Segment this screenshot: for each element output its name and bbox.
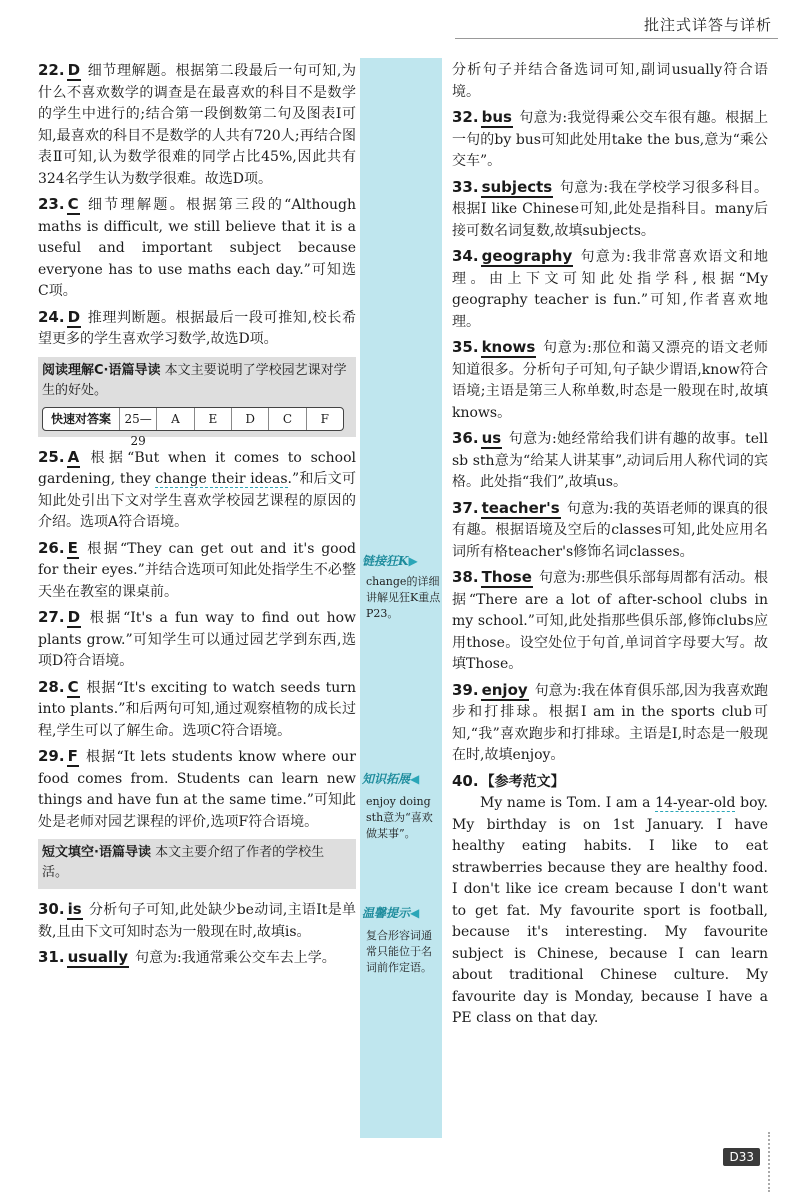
answer-key: is [67,900,82,918]
explanation: 根据“But when it comes to school gardening, they [38,449,356,487]
answer-key: E [67,538,78,557]
answer-38 [452,567,768,676]
note-title-knowledge [362,770,419,787]
answer-key: bus [481,108,512,126]
explanation: 根据“They can get out and it's good for their eyes.”并结合选项可知此处指学生不必整天坐在教室的课桌前。 [38,540,356,600]
explanation: 根据“It lets students know where our food comes from. Students can learn new things and have fun at the same time.”可知此处是老师对园艺课程的评价,选项F符合语境。 [38,749,356,830]
answer-32 [452,107,768,173]
guide-text: 本文主要介绍了作者的学校生活。 [42,845,325,880]
question-number: 29. [38,747,65,765]
essay-text: My name is Tom. I am a [480,795,656,811]
model-essay-label: 【参考范文】 [480,773,565,790]
question-number: 23. [38,195,65,213]
question-number: 24. [38,307,65,326]
highlighted-phrase: change their ideas [155,471,288,487]
question-number: 22. [38,61,65,79]
question-number: 26. [38,538,65,557]
quick-answer-cell: D [232,408,269,430]
answer-key: geography [481,247,573,265]
explanation: 根据“It's exciting to watch seeds turn into plants.”和后两句可知,通过观察植物的成长过程,学生可以了解生命。选项C符合语境。 [38,679,356,739]
quick-answer-range: 25—29 [120,408,157,430]
answer-25 [38,447,356,534]
answer-34 [452,246,768,333]
explanation: 句意为:她经常给我们讲有趣的故事。tell sb sth意为“给某人讲某事”,动词后用人称代词的宾格。此处指“我们”,故填us。 [452,431,768,490]
quick-answer-cell: E [195,408,232,430]
answer-key: us [481,429,502,447]
explanation: 句意为:我通常乘公交车去上学。 [135,950,336,966]
quick-answer-cell: C [269,408,306,430]
note-title-text: 链接狂K [362,554,409,568]
answer-28 [38,677,356,743]
quick-answer-table [42,407,344,448]
answer-key: teacher's [481,498,560,517]
explanation: 推理判断题。根据最后一段可推知,校长希望更多的学生喜欢学习数学,故选D项。 [38,309,356,347]
note-title-text: 温馨提示 [362,906,411,920]
question-number: 31. [38,948,65,966]
question-number: 34. [452,247,479,265]
model-essay [452,793,768,1030]
answer-36 [452,428,768,494]
answer-22 [38,60,356,190]
arrow-right-icon: ◀ [410,772,420,786]
answer-key: subjects [481,177,553,196]
answer-key: D [67,61,81,79]
guide-title: 短文填空·语篇导读 [42,845,151,860]
right-column [452,60,768,1034]
explanation: 句意为:我非常喜欢语文和地理。由上下文可知此处指学科,根据“My geography teacher is fun.”可知,作者喜欢地理。 [452,249,768,330]
answer-key: D [67,307,81,326]
answer-key: C [67,195,79,213]
question-number: 38. [452,568,479,586]
question-number: 32. [452,108,479,126]
guide-title: 阅读理解C·语篇导读 [42,362,161,378]
question-number: 25. [38,447,65,466]
explanation: 细节理解题。根据第二段最后一句可知,为什么不喜欢数学的调查是在最喜欢的科目不是数学的学生中进行的;结合第一段倒数第二句及图表Ⅰ可知,最喜欢的科目不是数学的人共有720人;再结合图表Ⅱ可知,认为数学很难的同学占比45%,因此共有324名学生认为数学很难。故选D项。 [38,63,356,187]
question-number: 27. [38,608,65,626]
left-column [38,60,356,974]
answer-key: usually [67,948,129,966]
answer-key: knows [481,338,536,356]
question-number: 37. [452,498,479,517]
answer-35 [452,337,768,424]
guide-text: 本文主要说明了学校园艺课对学生的好处。 [42,362,347,398]
cloze-guide [38,839,356,889]
side-note-knowledge: enjoy doing sth意为“喜欢做某事”。 [366,795,433,840]
answer-33 [452,177,768,243]
note-title-link [362,552,418,569]
answer-31-continued: 分析句子并结合备选词可知,副词usually符合语境。 [452,62,768,100]
quick-answer-label: 快速对答案 [43,408,120,430]
question-number: 30. [38,900,65,918]
page-header-title: 批注式详答与详析 [643,16,772,34]
question-number: 36. [452,429,479,447]
answer-40 [452,771,768,1030]
answer-31 [38,947,356,970]
note-title-tip [362,904,419,921]
answer-37 [452,498,768,564]
explanation: 句意为:那些俱乐部每周都有活动。根据“There are a lot of after-school clubs in my school.”可知,此处指那些俱乐部,修饰clubs应用those。设空处位于句首,单词首字母要大写。故填Those。 [452,570,768,672]
explanation: 句意为:那位和蔼又漂亮的语文老师知道很多。分析句子可知,句子缺少谓语,know符合语境;主语是第三人称单数,时态是一般现在时,故填knows。 [452,340,768,421]
answer-26 [38,538,356,604]
question-number: 39. [452,680,479,699]
explanation: 根据“It's a fun way to find out how plants grow.”可知学生可以通过园艺学到东西,选项D符合语境。 [38,610,356,669]
answer-39 [452,680,768,767]
arrow-left-icon: ◀ [410,906,420,920]
answer-30 [38,899,356,943]
answer-key: F [67,747,78,765]
header-divider [455,38,778,39]
answer-24 [38,307,356,351]
explanation: 句意为:我在体育俱乐部,因为我喜欢跑步和打排球。根据I am in the sports club可知,“我”喜欢跑步和打排球。主语是I,时态是一般现在时,故填enjoy。 [452,682,768,763]
side-note-link: change的详细讲解见狂K重点P23。 [366,575,441,620]
arrow-right-icon: ▶ [408,554,418,568]
side-note-tip: 复合形容词通常只能位于名词前作定语。 [366,929,432,974]
explanation: 分析句子可知,此处缺少be动词,主语It是单数,且由下文可知时态为一般现在时,故填is。 [38,902,356,940]
quick-answer-cell: F [320,411,329,426]
reading-c-guide [38,357,356,448]
answer-29 [38,746,356,833]
question-number: 35. [452,338,479,356]
corner-decoration [768,1132,800,1192]
answer-23 [38,194,356,303]
highlighted-phrase: 14-year-old [655,795,736,811]
answer-27 [38,607,356,673]
question-number: 33. [452,177,479,196]
answer-key: Those [481,568,532,586]
explanation: 句意为:我的英语老师的课真的很有趣。根据语境及空后的classes可知,此处应用名词所有格teacher's修饰名词classes。 [452,500,768,560]
explanation-cont: .”和后文可知此处引出下文对学生喜欢学校园艺课程的原因的介绍。选项A符合语境。 [38,471,356,530]
page-number: D33 [723,1148,760,1166]
explanation: 句意为:我在学校学习很多科目。根据I like Chinese可知,此处是指科目。many后接可数名词复数,故填subjects。 [452,179,768,239]
question-number: 40. [452,771,479,790]
note-title-text: 知识拓展 [362,772,411,786]
answer-key: C [67,677,79,696]
answer-key: enjoy [481,680,528,699]
explanation: 细节理解题。根据第三段的“Although maths is difficult, we still believe that it is a useful and important subject because everyone has to use maths each day.”可知选C项。 [38,197,356,299]
explanation: 句意为:我觉得乘公交车很有趣。根据上一句的by bus可知此处用take the bus,意为“乘公交车”。 [452,110,768,169]
question-number: 28. [38,677,65,696]
answer-key: D [67,608,81,626]
quick-answer-cell: A [157,408,194,430]
essay-text-cont: boy. My birthday is on 1st January. I have healthy eating habits. I like to eat strawberries because they are healthy food. I don't like ice cream because I don't want to get fat. My favourite sport is football, because it's interesting. My favourite subject is Chinese, because I can learn about traditional Chinese culture. My favourite day is Monday, because I have a PE class on that day. [452,795,768,1026]
answer-key: A [67,447,80,466]
